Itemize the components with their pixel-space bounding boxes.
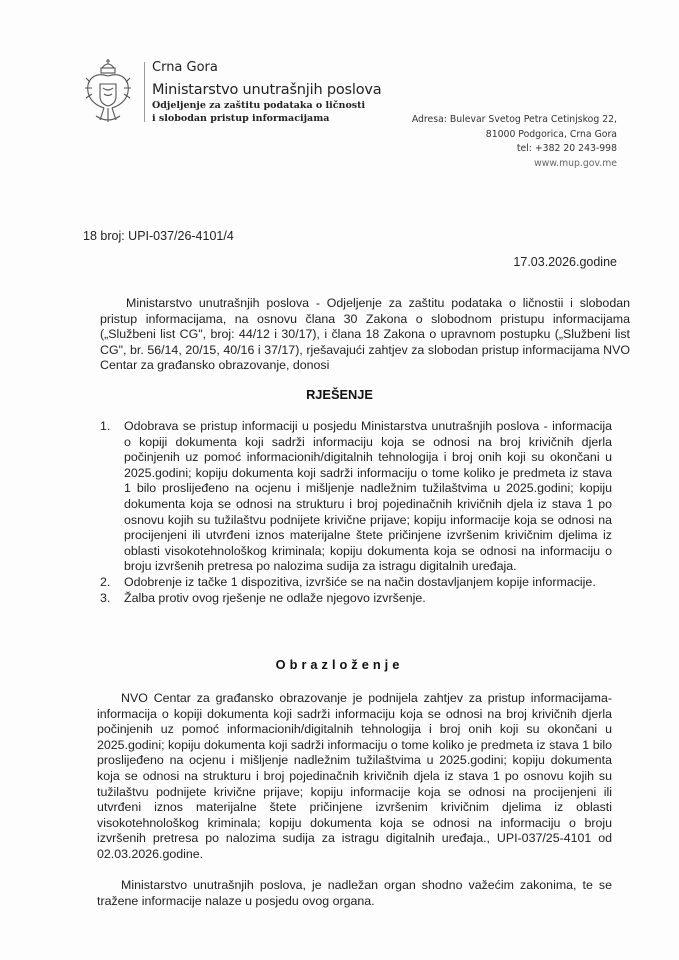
decision-item [100,575,612,591]
letterhead [82,58,382,148]
coat-of-arms-icon [82,58,134,128]
decision-item-text: Odobrenje iz tačke 1 dispozitiva, izvršiće se na način dostavljanjem kopije informacije. [124,574,596,589]
phone-number: tel: +382 20 243-998 [516,143,617,154]
decision-list [100,419,612,606]
address-line2: 81000 Podgorica, Crna Gora [485,128,617,140]
header-divider [144,62,145,122]
decision-item [100,419,612,575]
ministry-name: Ministarstvo unutrašnjih poslova [152,82,382,98]
decision-item [100,591,612,607]
reasoning-title: Obrazloženje [275,657,404,672]
department-name-line2: i slobodan pristup informacijama [152,113,330,124]
decision-item-text: Žalba protiv ovog rješenje ne odlaže njegovo izvršenje. [124,590,426,605]
department-name-line1: Odjeljenje za zaštitu podataka o ličnosti [152,100,366,111]
reasoning-paragraph: Ministarstvo unutrašnjih poslova, je nadležan organ shodno važećim zakonima, te se tražene informacije nalaze u posjedu ovog organa. [97,878,612,908]
intro-paragraph: Ministarstvo unutrašnjih poslova - Odjeljenje za zaštitu podataka o ličnostii i slobodan pristup informacijama, na osnovu člana 30 Zakona o slobodnom pristupu informacijama („Službeni list CG", broj: 44/12 i 30/17), i člana 18 Zakona o upravnom postupku („Službeni list CG", br. 56/14, 20/15, 40/16 i 37/17), rješavajući zahtjev za slobodan pristup informacijama NVO Centar za građansko obrazovanje, donosi [100,296,630,373]
document-date: 17.03.2026.godine [513,255,617,269]
reference-number: 18 broj: UPI-037/26-4101/4 [83,229,234,243]
decision-item-number: 1. [100,419,111,433]
address-line1: Adresa: Bulevar Svetog Petra Cetinjskog 22, [411,114,617,125]
contact-block [412,113,617,171]
reasoning-paragraph: NVO Centar za građansko obrazovanje je podnijela zahtjev za pristup informacijama-informacija o kopiji dokumenta koji sadrži informaciju koja se odnosi na broj krivičnih djerla počinjenih uz pomoć informacionih/digitalnih tehnologija i broj onih koji su okončani u 2025.godini; kopiju dokumenta koji sadrži informaciju o tome koliko je predmeta iz stava 1 bilo proslijeđeno na ocjenu i mišljenje nadležnim tužilaštvima u 2025.godini; kopiju dokumenta koja se odnosi na strukturu i broj pojedinačnih krivičnih djela iz stava 1 po osnovu kojih su tužilaštvu podnijete krivične prijave; kopiju informacije koja se odnosi na procijenjeni ili utvrđeni iznos materijalne štete pričinjene izvršenim krivičnim djelima iz oblasti visokotehnološkog kriminala; kopiju dokumenta koja se odnosi na informaciju o broju izvršenih pretresa po nalozima sudija za istragu digitalnih uređaja., UPI-037/25-4101 od 02.03.2026.godine. [97,691,612,861]
decision-title: RJEŠENJE [306,387,373,402]
country-name: Crna Gora [152,60,218,75]
decision-item-number: 2. [100,574,111,589]
decision-item-text: Odobrava se pristup informaciji u posjedu Ministarstva unutrašnjih poslova - informacija o kopiji dokumenta koji sadrži informaciju koja se odnosi na broj krivičnih djerla počinjenih uz pomoć informacionih/digitalnih tehnologija i broj onih koji su okončani u 2025.godini; kopiju dokumenta koji sadrži informaciju o tome koliko je predmeta iz stava 1 bilo proslijeđeno na ocjenu i mišljenje nadležnim tužilaštvima u 2025.godini; kopiju dokumenta koja se odnosi na strukturu i broj pojedinačnih krivičnih djela iz stava 1 po osnovu kojih su tužilaštvu podnijete krivične prijave; kopiju informacije koja se odnosi na procijenjeni ili utvrđeni iznos materijalne štete pričinjene izvršenim krivičnim djelima iz oblasti visokotehnološkog kriminala; kopiju dokumenta koja se odnosi na informaciju o broju izvršenih pretresa po nalozima sudija za istragu digitalnih uređaja. [124,419,612,574]
website-link[interactable]: www.mup.gov.me [534,157,617,169]
decision-item-number: 3. [100,590,111,605]
